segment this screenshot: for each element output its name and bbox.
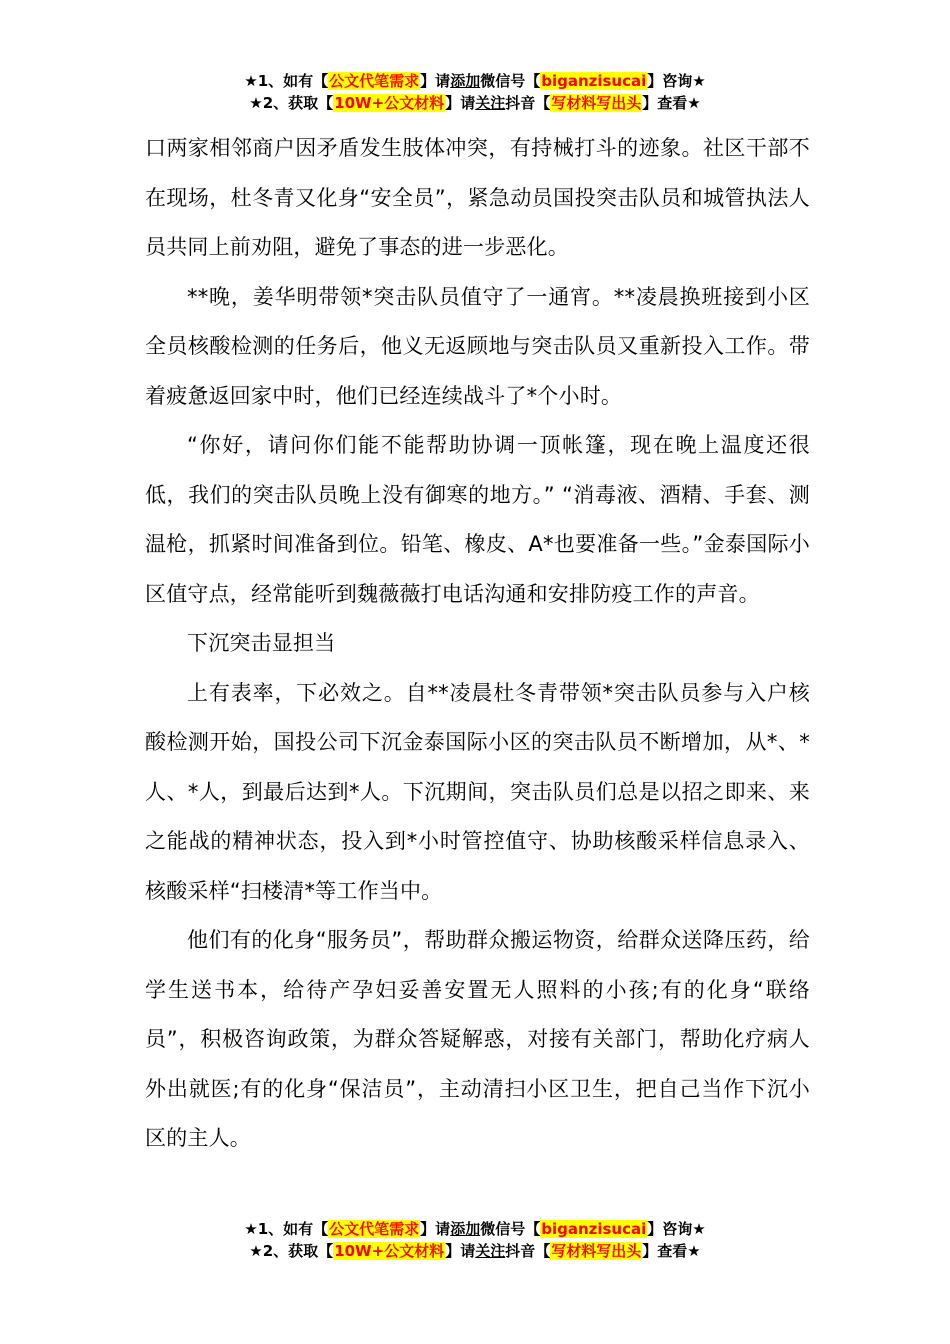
highlight-service: 公文代笔需求: [329, 72, 420, 90]
highlight-materials: 10W+公文材料: [334, 1242, 445, 1260]
wechat-id: biganzisucai: [541, 72, 647, 90]
paragraph-1: 口两家相邻商户因矛盾发生肢体冲突，有持械打斗的迹象。社区干部不在现场，杜冬青又化身“安全员”，紧急动员国投突击队员和城管执法人员共同上前劝阻，避免了事态的进一步恶化。: [145, 136, 810, 259]
paragraph-2: **晚，姜华明带领*突击队员值守了一通宵。**凌晨换班接到小区全员核酸检测的任务后，他义无返顾地与突击队员又重新投入工作。带着疲惫返回家中时，他们已经连续战斗了*个小时。: [145, 284, 810, 408]
paragraph-3: “你好，请问你们能不能帮助协调一顶帐篷，现在晚上温度还很低，我们的突击队员晚上没有御寒的地方。” “消毒液、酒精、手套、测温枪，抓紧时间准备到位。铅笔、橡皮、A*也要准备一些。”金泰国际小区值守点，经常能听到魏薇薇打电话沟通和安排防疫工作的声音。: [145, 433, 810, 606]
header-banner: [0, 70, 950, 114]
document-body: [145, 124, 810, 1164]
footer-banner: [0, 1218, 950, 1262]
banner-line-2: ★2、获取【10W+公文材料】请关注抖音【写材料写出头】查看★: [249, 1242, 701, 1260]
highlight-materials: 10W+公文材料: [334, 94, 445, 112]
banner-line-2: ★2、获取【10W+公文材料】请关注抖音【写材料写出头】查看★: [249, 94, 701, 112]
paragraph-5: 他们有的化身“服务员”，帮助群众搬运物资，给群众送降压药，给学生送书本，给待产孕妇妥善安置无人照料的小孩;有的化身“联络员”，积极咨询政策，为群众答疑解惑，对接有关部门，帮助化疗病人外出就医;有的化身“保洁员”，主动清扫小区卫生，把自己当作下沉小区的主人。: [145, 928, 810, 1150]
banner-line-1: ★1、如有【公文代笔需求】请添加微信号【biganzisucai】咨询★: [244, 72, 706, 90]
star-icon: ★: [244, 1220, 258, 1238]
star-icon: ★: [249, 94, 263, 112]
star-icon: ★: [244, 72, 258, 90]
douyin-account: 写材料写出头: [551, 1242, 642, 1260]
banner-line-1: ★1、如有【公文代笔需求】请添加微信号【biganzisucai】咨询★: [244, 1220, 706, 1238]
douyin-account: 写材料写出头: [551, 94, 642, 112]
highlight-service: 公文代笔需求: [329, 1220, 420, 1238]
wechat-id: biganzisucai: [541, 1220, 647, 1238]
paragraph-4: 上有表率，下必效之。自**凌晨杜冬青带领*突击队员参与入户核酸检测开始，国投公司下沉金泰国际小区的突击队员不断增加，从*、*人、*人，到最后达到*人。下沉期间，突击队员们总是以招之即来、来之能战的精神状态，投入到*小时管控值守、协助核酸采样信息录入、核酸采样“扫楼清*等工作当中。: [145, 680, 810, 903]
section-heading: 下沉突击显担当: [187, 631, 336, 655]
star-icon: ★: [249, 1242, 263, 1260]
